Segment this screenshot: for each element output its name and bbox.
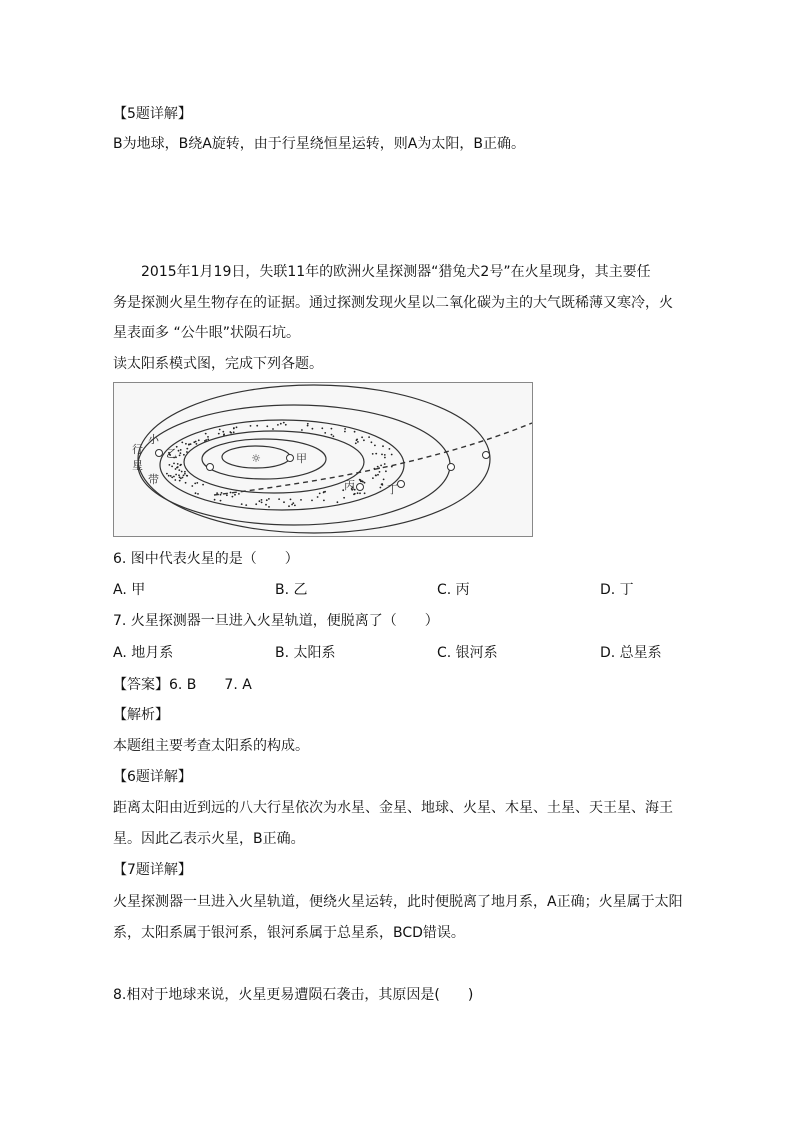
asteroid-dot <box>294 505 296 507</box>
asteroid-dot <box>205 433 207 435</box>
q7-detail-heading: 【7题详解】 <box>113 862 192 878</box>
planet-yi-inner <box>207 464 214 471</box>
asteroid-dot <box>360 481 362 483</box>
asteroid-dot <box>290 499 292 501</box>
asteroid-dot <box>198 439 200 441</box>
asteroid-dot <box>384 463 386 465</box>
asteroid-dot <box>362 481 364 483</box>
label-ding: 丁 <box>387 483 398 496</box>
asteroid-dot <box>179 455 181 457</box>
asteroid-dot <box>382 445 384 447</box>
asteroid-dot <box>179 464 181 466</box>
asteroid-dot <box>245 504 247 506</box>
asteroid-dot <box>170 475 172 477</box>
asteroid-dot <box>229 431 231 433</box>
q7-option-d: D. 总星系 <box>600 645 662 661</box>
asteroid-dot <box>283 422 285 424</box>
asteroid-dot <box>256 425 258 427</box>
asteroid-dot <box>357 441 359 443</box>
q6-detail-heading: 【6题详解】 <box>113 769 192 785</box>
asteroid-dot <box>368 436 370 438</box>
asteroid-dot <box>168 475 170 477</box>
sun-icon: ☼ <box>251 452 261 465</box>
asteroid-dot <box>173 463 175 465</box>
asteroid-dot <box>359 492 361 494</box>
q7-option-a: A. 地月系 <box>113 645 174 661</box>
asteroid-dot <box>272 428 274 430</box>
planet-yi <box>156 450 163 457</box>
planet-bing <box>357 484 364 491</box>
asteroid-dot <box>391 454 393 456</box>
asteroid-dot <box>226 494 228 496</box>
q5-detail-text: B为地球，B绕A旋转，由于行星绕恒星运转，则A为太阳，B正确。 <box>113 136 525 152</box>
label-xing2: 星 <box>132 459 143 472</box>
passage-line-1: 2015年1月19日，失联11年的欧洲火星探测器“猎兔犬2号”在火星现身，其主要任 <box>141 264 651 280</box>
asteroid-dot <box>182 477 184 479</box>
asteroid-dot <box>261 499 263 501</box>
solar-system-svg <box>114 383 532 536</box>
q7-stem: 7. 火星探测器一旦进入火星轨道，便脱离了（ ） <box>113 613 439 629</box>
orbit-4 <box>160 420 404 510</box>
planet-ding <box>398 481 405 488</box>
asteroid-dot <box>173 476 175 478</box>
asteroid-dot <box>261 502 263 504</box>
asteroid-dot <box>179 480 181 482</box>
asteroid-dot <box>233 427 235 429</box>
asteroid-dot <box>180 449 182 451</box>
label-bing: 丙 <box>344 479 355 492</box>
asteroid-dot <box>371 441 373 443</box>
asteroid-dot <box>196 443 198 445</box>
asteroid-dot <box>380 465 382 467</box>
asteroid-dot <box>384 457 386 459</box>
asteroid-dot <box>221 492 223 494</box>
asteroid-dot <box>195 492 197 494</box>
asteroid-dot <box>372 477 374 479</box>
asteroid-dot <box>344 431 346 433</box>
asteroid-dot <box>333 435 335 437</box>
asteroid-dot <box>364 482 366 484</box>
q6-option-d: D. 丁 <box>600 582 634 598</box>
label-jia: 甲 <box>296 452 307 465</box>
asteroid-dot <box>234 494 236 496</box>
asteroid-dot <box>331 428 333 430</box>
solar-system-diagram <box>113 382 533 537</box>
asteroid-dot <box>317 496 319 498</box>
q6-detail-line-1: 距离太阳由近到远的八大行星依次为水星、金星、地球、火星、木星、土星、天王星、海王 <box>113 800 673 816</box>
asteroid-dot <box>307 425 309 427</box>
q6-stem: 6. 图中代表火星的是（ ） <box>113 551 299 567</box>
asteroid-dot <box>375 453 377 455</box>
passage-line-2: 务是探测火星生物存在的证据。通过探测发现火星以二氧化碳为主的大气既稀薄又寒冷，火 <box>113 295 673 311</box>
orbit-6 <box>138 385 490 533</box>
passage-line-3: 星表面多 “公牛眼”状陨石坑。 <box>113 325 300 341</box>
label-dai: 带 <box>148 473 159 486</box>
asteroid-dot <box>283 501 285 503</box>
analysis-text: 本题组主要考查太阳系的构成。 <box>113 738 309 754</box>
q7-option-b: B. 太阳系 <box>275 645 336 661</box>
asteroid-dot <box>180 452 182 454</box>
asteroid-dot <box>364 492 366 494</box>
asteroid-dot <box>186 448 188 450</box>
planet-outer-2 <box>483 452 490 459</box>
passage-instruction: 读太阳系模式图，完成下列各题。 <box>113 356 323 372</box>
orbit-3 <box>184 431 364 493</box>
asteroid-dot <box>174 479 176 481</box>
asteroid-dot <box>381 454 383 456</box>
asteroid-dot <box>324 432 326 434</box>
asteroid-dot <box>216 492 218 494</box>
asteroid-dot <box>175 474 177 476</box>
asteroid-dot <box>354 493 356 495</box>
asteroid-dot <box>357 492 359 494</box>
asteroid-dot <box>285 424 287 426</box>
asteroid-dot <box>321 427 323 429</box>
q5-detail-heading: 【5题详解】 <box>113 106 192 122</box>
asteroid-dot <box>222 431 224 433</box>
asteroid-dot <box>178 469 180 471</box>
asteroid-dot <box>280 423 282 425</box>
asteroid-dot <box>377 474 379 476</box>
asteroid-dot <box>176 467 178 469</box>
asteroid-dot <box>188 443 190 445</box>
asteroid-dot <box>193 441 195 443</box>
label-xing: 行 <box>132 443 143 456</box>
asteroid-dot <box>204 440 206 442</box>
asteroid-dot <box>384 454 386 456</box>
asteroid-dot <box>266 425 268 427</box>
asteroid-dot <box>218 433 220 435</box>
asteroid-dot <box>288 505 290 507</box>
asteroid-dot <box>311 500 313 502</box>
q6-option-a: A. 甲 <box>113 582 146 598</box>
asteroid-dot <box>385 470 387 472</box>
asteroid-dot <box>337 501 339 503</box>
asteroid-dot <box>268 506 270 508</box>
asteroid-dot <box>363 439 365 441</box>
asteroid-dot <box>196 482 198 484</box>
q7-detail-line-1: 火星探测器一旦进入火星轨道，便绕火星运转，此时便脱离了地月系，A正确；火星属于太阳 <box>113 894 683 910</box>
asteroid-dot <box>171 466 173 468</box>
asteroid-dot <box>191 485 193 487</box>
asteroid-dot <box>178 450 180 452</box>
asteroid-dot <box>223 433 225 435</box>
comet-path <box>214 423 532 495</box>
planet-outer-1 <box>448 464 455 471</box>
asteroid-dot <box>331 434 333 436</box>
asteroid-dot <box>319 493 321 495</box>
asteroid-dot <box>178 474 180 476</box>
asteroid-dot <box>277 424 279 426</box>
q7-detail-line-2: 系，太阳系属于银河系，银河系属于总星系，BCD错误。 <box>113 925 465 941</box>
asteroid-dot <box>354 431 356 433</box>
asteroid-dot <box>186 475 188 477</box>
asteroid-dot <box>220 494 222 496</box>
asteroid-dot <box>374 445 376 447</box>
asteroid-dot <box>169 464 171 466</box>
asteroid-dot <box>202 484 204 486</box>
asteroid-dot <box>343 497 345 499</box>
asteroid-dot <box>177 463 179 465</box>
asteroid-dot <box>255 503 257 505</box>
asteroid-dot <box>292 502 294 504</box>
asteroid-dot <box>197 493 199 495</box>
asteroid-dot <box>372 453 374 455</box>
asteroid-dot <box>230 492 232 494</box>
asteroid-dot <box>291 504 293 506</box>
asteroid-dot <box>238 493 240 495</box>
label-small: 小 <box>148 433 159 446</box>
q6-detail-line-2: 星。因此乙表示火星，B正确。 <box>113 831 305 847</box>
asteroid-dot <box>344 428 346 430</box>
asteroid-dot <box>301 429 303 431</box>
asteroid-dot <box>175 468 177 470</box>
orbit-2 <box>202 439 326 479</box>
asteroid-dot <box>361 436 363 438</box>
asteroid-dot <box>214 499 216 501</box>
asteroid-dot <box>183 454 185 456</box>
asteroid-dot <box>323 491 325 493</box>
asteroid-dot <box>381 483 383 485</box>
asteroid-dot <box>232 496 234 498</box>
asteroid-dot <box>184 473 186 475</box>
asteroid-dot <box>183 475 185 477</box>
asteroid-dot <box>166 473 168 475</box>
planet-jia <box>287 455 294 462</box>
asteroid-dot <box>265 504 267 506</box>
asteroid-dot <box>266 499 268 501</box>
asteroid-dot <box>241 503 243 505</box>
q7-option-c: C. 银河系 <box>437 645 498 661</box>
q6-option-c: C. 丙 <box>437 582 470 598</box>
asteroid-dot <box>355 442 357 444</box>
label-yi: 乙 <box>166 447 177 460</box>
asteroid-dot <box>207 436 209 438</box>
asteroid-dot <box>236 426 238 428</box>
asteroid-dot <box>184 471 186 473</box>
asteroid-dot <box>194 483 196 485</box>
asteroid-dot <box>207 439 209 441</box>
q6-option-b: B. 乙 <box>275 582 308 598</box>
asteroid-dot <box>312 428 314 430</box>
asteroid-dot <box>186 451 188 453</box>
asteroid-dot <box>307 423 309 425</box>
analysis-heading: 【解析】 <box>113 707 169 723</box>
asteroid-dot <box>180 478 182 480</box>
asteroid-dot <box>300 499 302 501</box>
asteroid-dot <box>185 482 187 484</box>
asteroid-dot <box>389 448 391 450</box>
asteroid-dot <box>181 471 183 473</box>
asteroid-dot <box>185 443 187 445</box>
asteroid-dot <box>219 429 221 431</box>
asteroid-dot <box>278 498 280 500</box>
q8-stem: 8.相对于地球来说，火星更易遭陨石袭击，其原因是( ) <box>113 987 474 1003</box>
answer-line: 【答案】6. B 7. A <box>113 677 252 693</box>
asteroid-dot <box>268 498 270 500</box>
asteroid-dot <box>375 474 377 476</box>
asteroid-dot <box>171 477 173 479</box>
asteroid-dot <box>181 442 183 444</box>
asteroid-dot <box>377 466 379 468</box>
asteroid-dot <box>259 500 261 502</box>
asteroid-dot <box>250 425 252 427</box>
asteroid-dot <box>383 479 385 481</box>
asteroid-dot <box>356 439 358 441</box>
asteroid-dot <box>379 471 381 473</box>
asteroid-dot <box>380 487 382 489</box>
asteroid-dot <box>220 500 222 502</box>
asteroid-dot <box>233 431 235 433</box>
asteroid-dot <box>323 500 325 502</box>
